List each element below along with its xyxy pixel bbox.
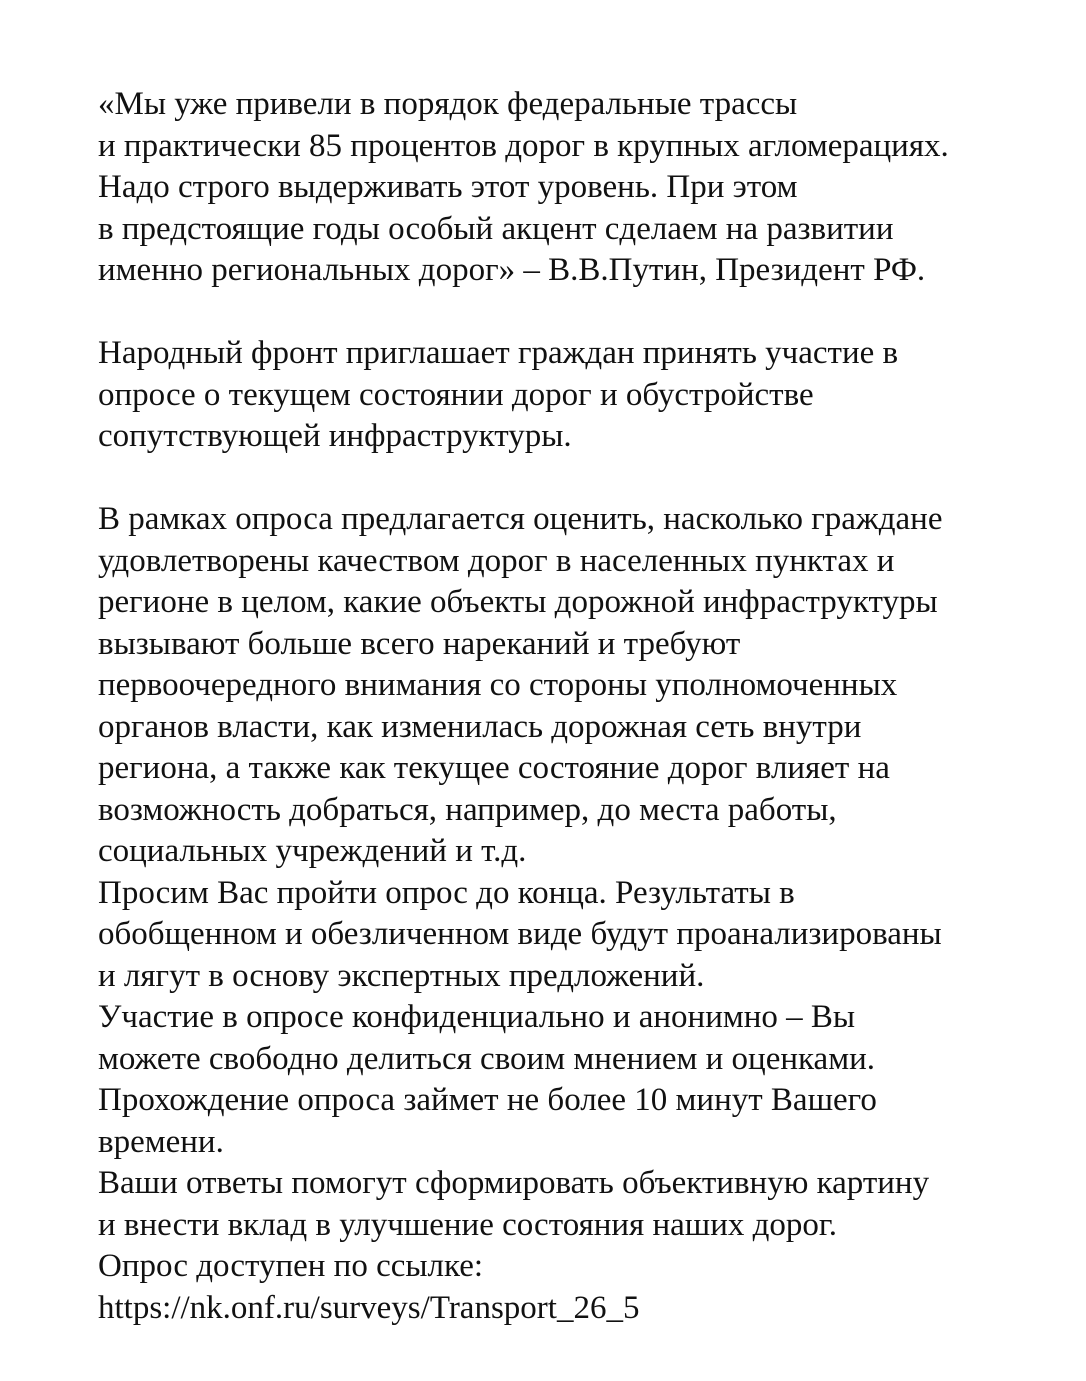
details-line: Участие в опросе конфиденциально и анонимно – Вы [98, 999, 856, 1035]
quote-line: «Мы уже привели в порядок федеральные трассы [98, 86, 798, 122]
invitation-line: сопутствующей инфраструктуры. [98, 418, 572, 454]
quote-line: Надо строго выдерживать этот уровень. При этом [98, 169, 798, 205]
details-line: Просим Вас пройти опрос до конца. Результаты в [98, 874, 795, 911]
details-line: обобщенном и обезличенном виде будут проанализированы [98, 916, 942, 952]
quote-paragraph [98, 84, 1058, 292]
paragraph-spacer [98, 292, 1058, 334]
details-line: регионе в целом, какие объекты дорожной инфраструктуры [98, 584, 938, 620]
document-body [98, 84, 1058, 1329]
details-line: социальных учреждений и т.д. [98, 833, 527, 869]
details-line: Прохождение опроса займет не более 10 минут Вашего [98, 1082, 877, 1118]
details-line: можете свободно делиться своим мнением и оценками. [98, 1040, 875, 1077]
invitation-line: Народный фронт приглашает граждан принять участие в [98, 335, 899, 371]
details-line: вызывают больше всего нареканий и требуют [98, 625, 741, 662]
details-line: Опрос доступен по ссылке: [98, 1248, 484, 1284]
details-line: органов власти, как изменилась дорожная сеть внутри [98, 708, 862, 745]
details-line: первоочередного внимания со стороны уполномоченных [98, 667, 898, 703]
details-line: В рамках опроса предлагается оценить, насколько граждане [98, 501, 943, 537]
details-line: возможность добраться, например, до места работы, [98, 791, 837, 828]
details-line: региона, а также как текущее состояние дорог влияет на [98, 750, 890, 786]
details-line: времени. [98, 1123, 224, 1160]
quote-line: именно региональных дорог» – В.В.Путин, Президент РФ. [98, 252, 926, 288]
details-line: и внести вклад в улучшение состояния наших дорог. [98, 1206, 837, 1243]
details-line: и лягут в основу экспертных предложений. [98, 957, 705, 994]
details-paragraph [98, 499, 1058, 1329]
quote-line: и практически 85 процентов дорог в крупных агломерациях. [98, 127, 949, 164]
details-line: Ваши ответы помогут сформировать объективную картину [98, 1165, 930, 1201]
paragraph-spacer [98, 458, 1058, 500]
survey-link[interactable]: https://nk.onf.ru/surveys/Transport_26_5 [98, 1289, 640, 1326]
invitation-paragraph [98, 333, 1058, 458]
quote-line: в предстоящие годы особый акцент сделаем на развитии [98, 210, 894, 247]
invitation-line: опросе о текущем состоянии дорог и обустройстве [98, 376, 814, 413]
details-line: удовлетворены качеством дорог в населенных пунктах и [98, 542, 895, 579]
